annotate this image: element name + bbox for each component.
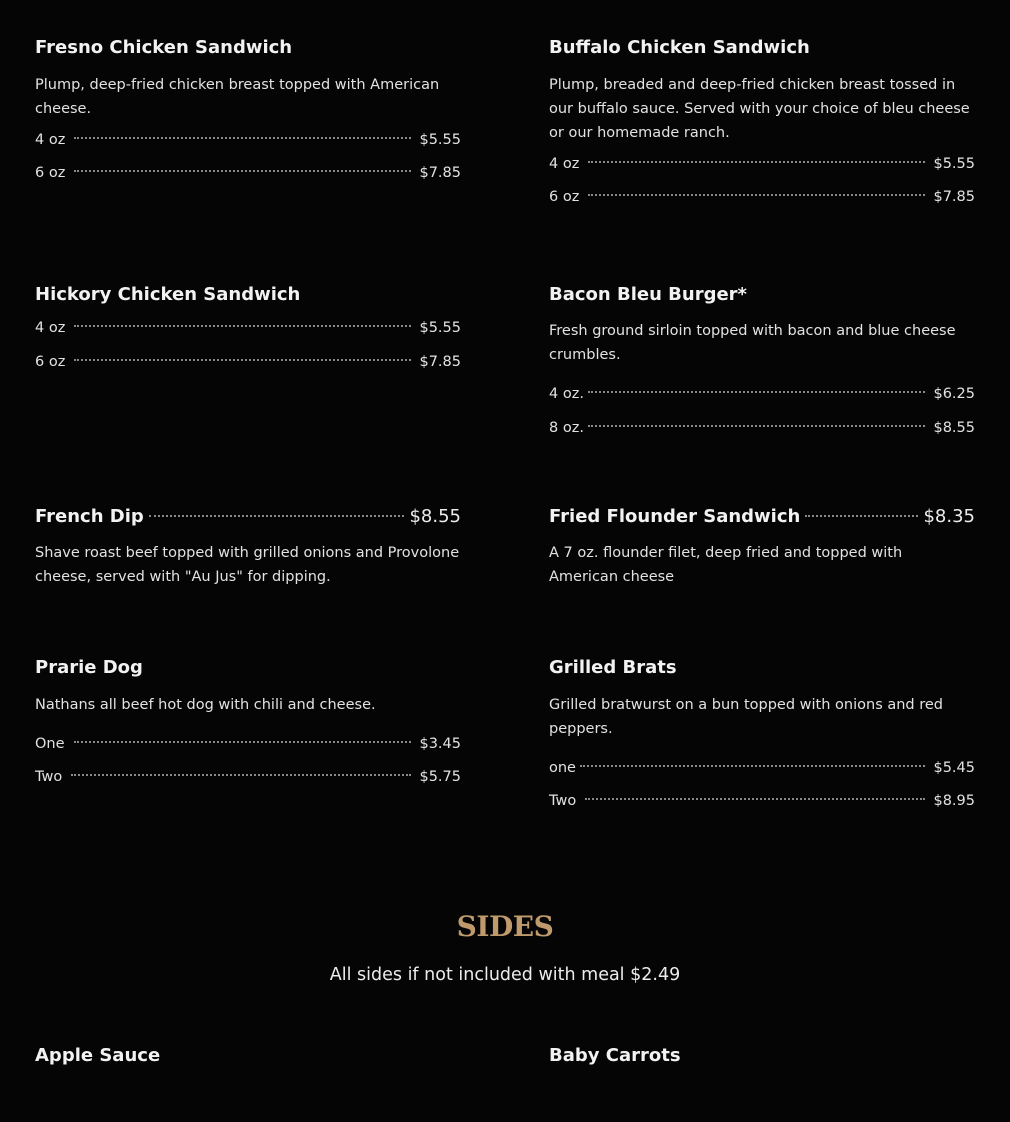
item-title: Apple Sauce: [35, 1045, 161, 1066]
title-row: [35, 505, 461, 529]
price-row: [35, 765, 461, 789]
size-label: 6 oz: [35, 165, 66, 181]
price: $5.55: [419, 132, 461, 148]
dot-leader: [74, 741, 412, 743]
size-label: 6 oz: [549, 189, 580, 205]
price-row: [549, 185, 975, 209]
price: $7.85: [419, 354, 461, 370]
size-label: Two: [549, 793, 577, 809]
price: $5.55: [933, 156, 975, 172]
dot-leader: [74, 137, 411, 139]
item-title: Baby Carrots: [549, 1045, 681, 1066]
price-row: [35, 732, 461, 756]
price: $7.85: [419, 165, 461, 181]
menu-item-grilled-brats: [549, 656, 975, 813]
price: $8.95: [933, 793, 975, 809]
size-label: 4 oz: [35, 320, 66, 336]
dot-leader: [74, 325, 411, 327]
size-label: 4 oz.: [549, 386, 584, 402]
menu-item-fried-flounder-sandwich: [549, 505, 975, 589]
dot-leader: [588, 425, 926, 427]
item-title: French Dip: [35, 506, 144, 527]
item-title: Prarie Dog: [35, 657, 143, 678]
menu-item-hickory-chicken-sandwich: [35, 283, 461, 374]
price-row: [35, 161, 461, 185]
price-row: [35, 316, 461, 340]
menu-item-prarie-dog: [35, 656, 461, 789]
price-row: [549, 152, 975, 176]
dot-leader: [74, 359, 411, 361]
price: $8.55: [933, 420, 975, 436]
title-row: [549, 505, 975, 529]
dot-leader: [588, 391, 926, 393]
item-title: Grilled Brats: [549, 657, 677, 678]
item-description: Fresh ground sirloin topped with bacon and blue cheese crumbles.: [549, 323, 956, 363]
item-title: Fresno Chicken Sandwich: [35, 37, 293, 58]
price-row: [549, 789, 975, 813]
dot-leader: [149, 515, 405, 517]
sides-price-note: All sides if not included with meal $2.49: [329, 965, 681, 985]
item-description: Plump, deep-fried chicken breast topped with American cheese.: [35, 77, 440, 117]
size-label: 8 oz.: [549, 420, 584, 436]
dot-leader: [580, 765, 926, 767]
dot-leader: [588, 161, 925, 163]
size-label: Two: [35, 769, 63, 785]
menu-item-fresno-chicken-sandwich: [35, 36, 461, 185]
menu-item-buffalo-chicken-sandwich: [549, 36, 975, 209]
item-description: A 7 oz. flounder filet, deep fried and topped with American cheese: [549, 545, 903, 585]
price: $8.55: [409, 506, 461, 527]
item-title: Fried Flounder Sandwich: [549, 506, 801, 527]
size-label: 4 oz: [35, 132, 66, 148]
price: $6.25: [933, 386, 975, 402]
item-description: Grilled bratwurst on a bun topped with onions and red peppers.: [549, 697, 944, 737]
item-title: Buffalo Chicken Sandwich: [549, 37, 810, 58]
price-row: [549, 382, 975, 406]
price: $5.45: [933, 760, 975, 776]
price: $5.55: [419, 320, 461, 336]
menu-item-bacon-bleu-burger: [549, 283, 975, 440]
price-row: [35, 128, 461, 152]
size-label: One: [35, 736, 65, 752]
dot-leader: [74, 170, 411, 172]
size-label: 4 oz: [549, 156, 580, 172]
item-description: Nathans all beef hot dog with chili and cheese.: [35, 697, 376, 713]
menu-item-french-dip: [35, 505, 461, 589]
side-item-baby-carrots: [549, 1044, 975, 1068]
item-description: Shave roast beef topped with grilled onions and Provolone cheese, served with "Au Jus" for dipping.: [35, 545, 460, 585]
price-row: [549, 756, 975, 780]
size-label: 6 oz: [35, 354, 66, 370]
dot-leader: [71, 774, 411, 776]
price: $7.85: [933, 189, 975, 205]
item-description: Plump, breaded and deep-fried chicken breast tossed in our buffalo sauce. Served with your choice of bleu cheese or our homemade ranch.: [549, 77, 970, 141]
price: $5.75: [419, 769, 461, 785]
side-item-apple-sauce: [35, 1044, 461, 1068]
price-row: [549, 416, 975, 440]
item-title: Hickory Chicken Sandwich: [35, 284, 301, 305]
price: $3.45: [419, 736, 461, 752]
dot-leader: [585, 798, 925, 800]
item-title: Bacon Bleu Burger*: [549, 284, 747, 305]
dot-leader: [588, 194, 925, 196]
dot-leader: [805, 515, 918, 517]
section-heading-sides: SIDES: [456, 910, 554, 943]
size-label: one: [549, 760, 576, 776]
price-row: [35, 350, 461, 374]
price: $8.35: [923, 506, 975, 527]
